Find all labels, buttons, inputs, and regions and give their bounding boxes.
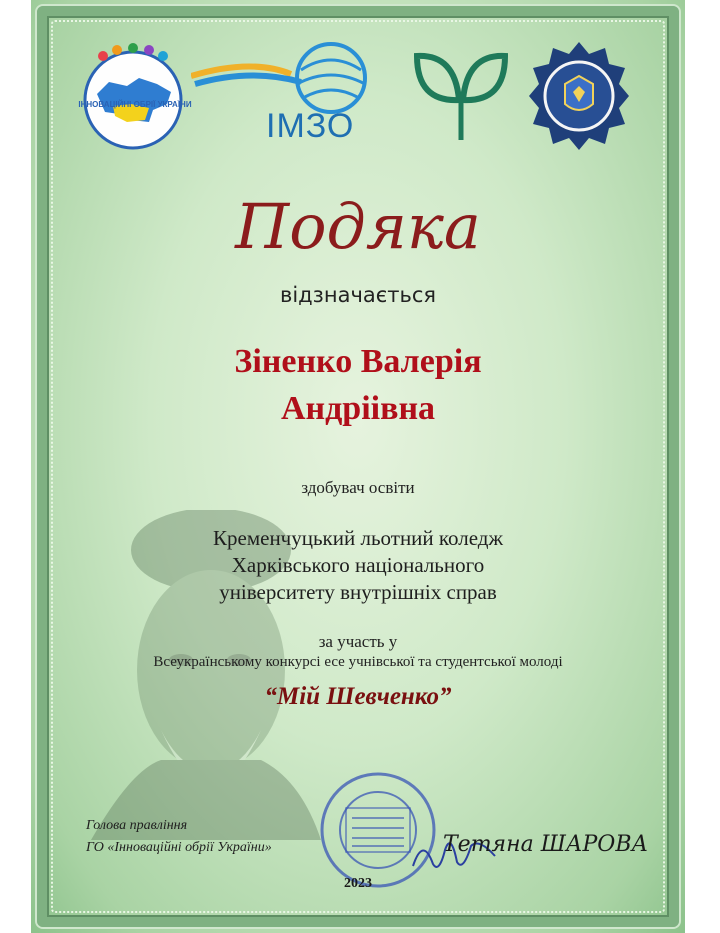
institution-line3: університету внутрішніх справ <box>219 580 497 604</box>
recipient-role: здобувач освіти <box>301 478 415 497</box>
university-seal <box>529 40 629 152</box>
chair-title-line2: ГО «Інноваційні обрії України» <box>86 840 272 855</box>
awarded-text: відзначається <box>279 283 437 307</box>
innovative-horizons-caption: ІННОВАЦІЙНІ ОБРІЇ УКРАЇНИ <box>78 100 192 109</box>
certificate-sheet <box>31 0 685 933</box>
certificate-year: 2023 <box>344 876 372 891</box>
institution-line2: Харківського національного <box>231 553 485 577</box>
institution-line1: Кременчуцький льотний коледж <box>213 526 503 550</box>
leaf-logo <box>411 48 511 144</box>
signer-name: Тетяна ШАРОВА <box>443 832 649 857</box>
recipient-name-line2: Андріівна <box>280 390 436 427</box>
innovative-horizons-logo <box>79 38 187 156</box>
imzo-wordmark: ІМЗО <box>266 107 355 145</box>
chair-title-line1: Голова правління <box>86 818 188 833</box>
certificate-title: Подяка <box>235 190 481 263</box>
recipient-name-line1: Зіненко Валерія <box>234 343 482 380</box>
participation-text: за участь у <box>318 632 398 651</box>
contest-theme: “Мій Шевченко” <box>264 683 452 710</box>
contest-name: Всеукраїнському конкурсі есе учнівської та студентської молоді <box>153 654 563 670</box>
